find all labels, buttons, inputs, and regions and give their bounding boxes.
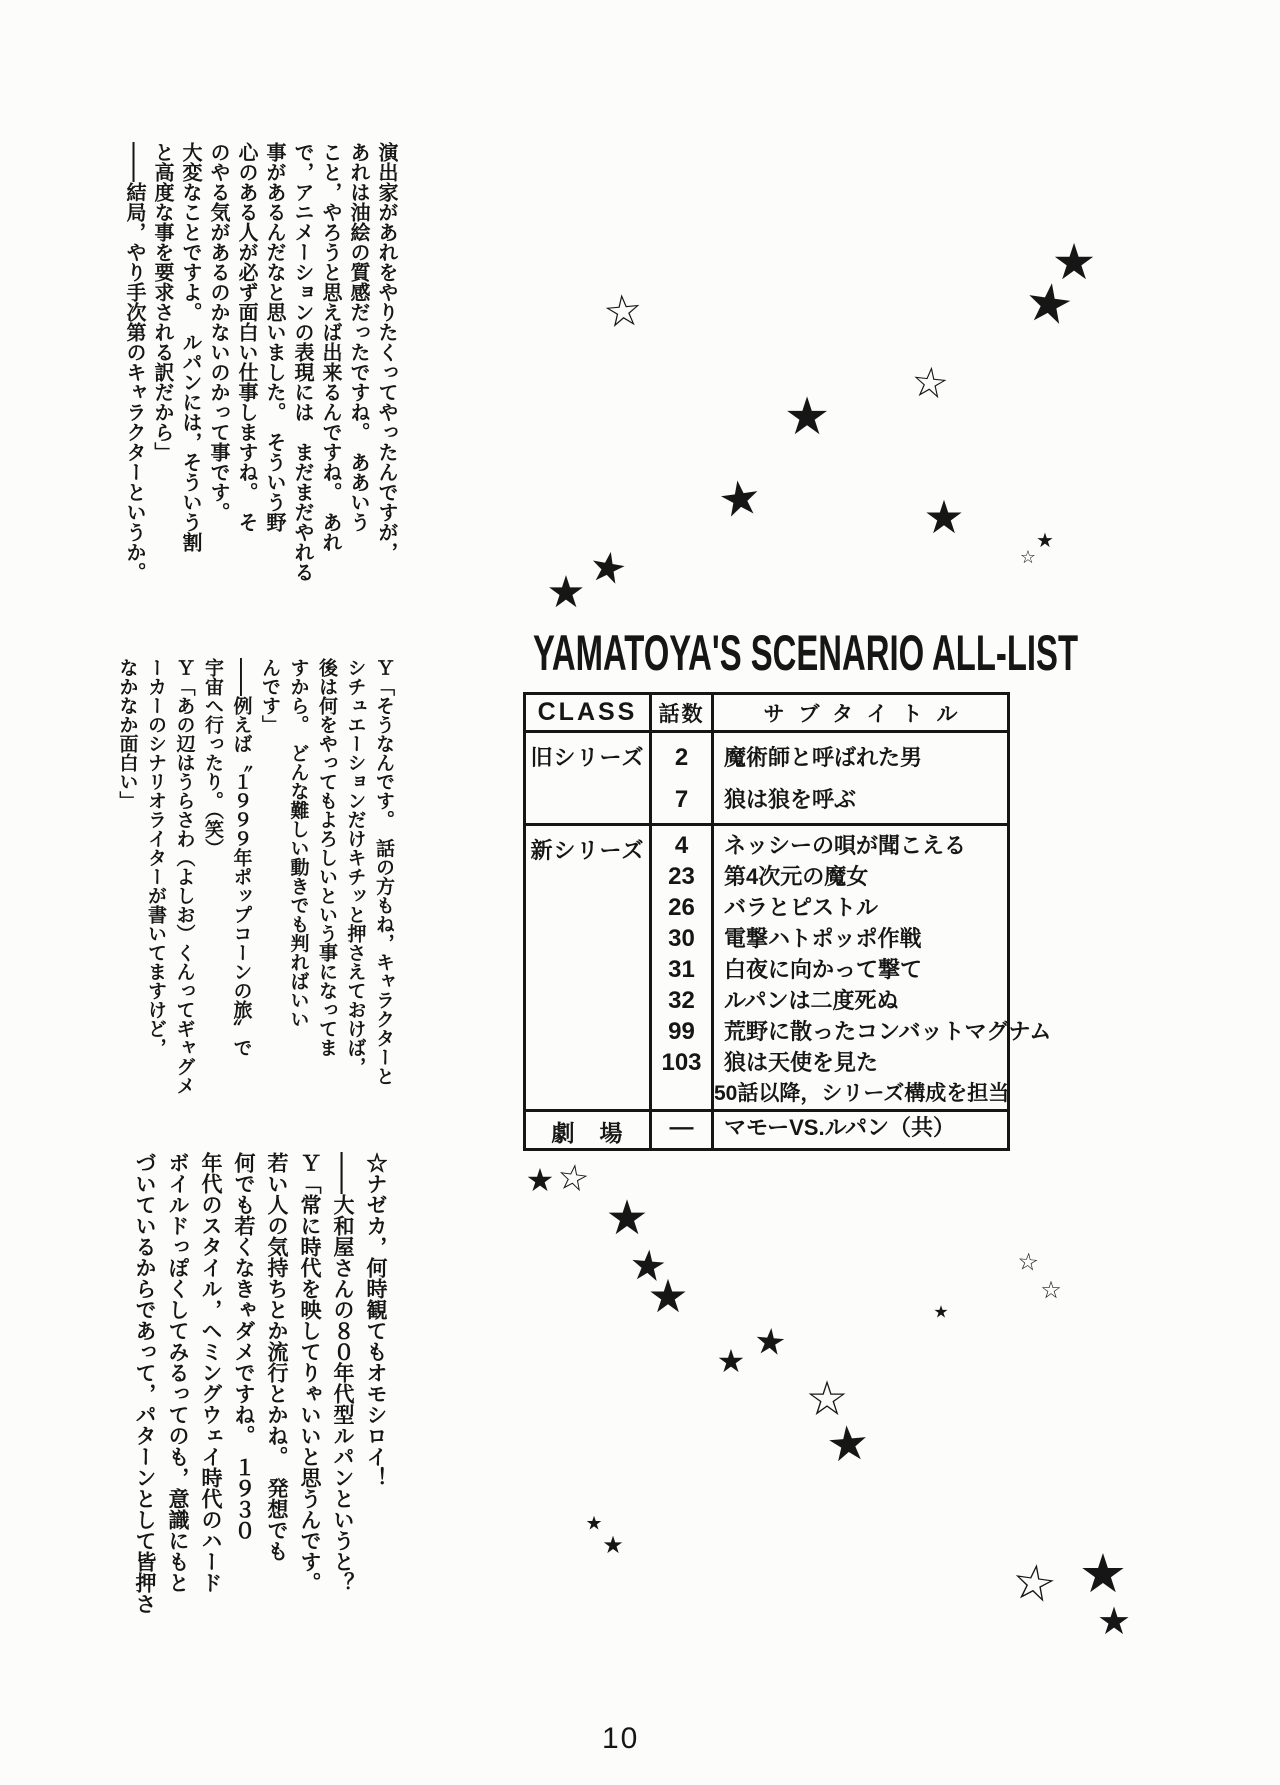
vertical-text-column: 心のある人が必ず面白い仕事しますね。 そ — [235, 142, 257, 532]
subtitle-cell — [714, 826, 1052, 1109]
vertical-text-column: ーカーのシナリオライターが書いてますけど， — [145, 658, 166, 1057]
vertical-text-column: Ｙ「そうなんです。 話の方もね，キャラクターと — [373, 658, 394, 1086]
episode-title: 電撃ハトポッポ作戦 — [724, 926, 922, 951]
vertical-text-column: Ｙ「常に時代を映してりゃいいと思うんです。 — [298, 1152, 321, 1593]
filled-star-icon: ★ — [1036, 528, 1054, 552]
vertical-text-column: のやる気があるのかないのかって事です。 — [207, 142, 229, 522]
vertical-text-column: ☆ナゼカ，何時観てもオモシロイ！ — [364, 1152, 387, 1488]
interview-text-block-top — [120, 142, 400, 642]
vertical-text-column: と高度な事を要求される訳だから」 — [151, 142, 173, 462]
vertical-text-column: すから。 どんな難しい動きでも判ればいい — [287, 658, 309, 1029]
vertical-text-column: こと，やろうと思えば出来るんですね。 あれ — [319, 142, 341, 552]
vertical-text-column: 若い人の気持ちとか流行とかね。 発想でも — [265, 1152, 288, 1562]
vertical-text-column: んです」 — [259, 658, 280, 734]
header-subtitle: サブタイトル — [763, 702, 972, 726]
outline-star-icon: ☆ — [1007, 1551, 1061, 1615]
table-group-row — [526, 823, 1052, 1109]
table-group-row — [526, 730, 1007, 823]
scenario-list-title: YAMATOYA'S SCENARIO ALL-LIST — [533, 624, 1079, 682]
episode-number: 2 — [674, 744, 689, 771]
table-header-row — [526, 695, 1007, 730]
vertical-text-column: あれは油絵の質感だったですね。 ああいう — [347, 142, 369, 532]
page-number: 10 — [602, 1722, 640, 1755]
vertical-text-column: ——大和屋さんの８０年代型ルパンというと？ — [331, 1152, 354, 1593]
vertical-text-column: 事があるんだなと思いました。 そういう野 — [263, 142, 285, 532]
subtitle-cell — [714, 733, 1007, 823]
filled-star-icon: ★ — [1020, 268, 1078, 339]
episode-number-cell — [652, 1112, 714, 1148]
filled-star-icon: ★ — [546, 567, 586, 618]
table-group-row — [526, 1109, 1007, 1148]
outline-star-icon: ☆ — [1019, 547, 1037, 568]
outline-star-icon: ☆ — [1016, 1247, 1040, 1277]
vertical-text-column: ——結局，やり手次第のキャラクターというか。 — [123, 142, 145, 582]
filled-star-icon: ★ — [627, 1239, 669, 1292]
filled-star-icon: ★ — [714, 468, 766, 530]
interview-text-block-middle — [112, 658, 397, 1123]
header-episode-number: 話数 — [652, 695, 714, 730]
episode-title: 狼は天使を見た — [724, 1050, 879, 1075]
filled-star-icon: ★ — [933, 1302, 949, 1323]
vertical-text-column: 何でも若くなきゃダメですね。 １９３０ — [232, 1152, 255, 1541]
outline-star-icon: ☆ — [1040, 1276, 1062, 1304]
episode-number: 103 — [661, 1049, 702, 1076]
outline-star-icon: ☆ — [805, 1371, 849, 1427]
filled-star-icon: ★ — [923, 490, 965, 544]
vertical-text-column: づいているからであって，パターンとして皆押さ — [133, 1152, 156, 1614]
filled-star-icon: ★ — [585, 1512, 603, 1535]
filled-star-icon: ★ — [783, 387, 831, 447]
filled-star-icon: ★ — [585, 540, 631, 595]
episode-number: 31 — [668, 956, 695, 983]
filled-star-icon: ★ — [602, 1531, 624, 1559]
class-cell — [526, 826, 652, 1109]
outline-star-icon: ☆ — [908, 356, 952, 409]
episode-title: 白夜に向かって撃て — [724, 957, 923, 982]
vertical-text-column: 後は何をやってもよろしいという事になってま — [316, 658, 337, 1057]
subtitle-cell — [714, 1112, 1007, 1148]
vertical-text-column: シチュエーションだけキチッと押さえておけば， — [344, 658, 366, 1076]
episode-title: マモーVS.ルパン（共） — [724, 1115, 956, 1140]
outline-star-icon: ☆ — [601, 284, 645, 339]
episode-title: バラとピストル — [724, 895, 879, 920]
class-label: 新シリーズ — [530, 838, 645, 863]
filled-star-icon: ★ — [824, 1414, 872, 1474]
filled-star-icon: ★ — [752, 1320, 788, 1365]
episode-title: 魔術師と呼ばれた男 — [724, 745, 923, 770]
episode-number: 26 — [668, 894, 695, 921]
episode-number-cell — [652, 733, 714, 823]
episode-title: 荒野に散ったコンバットマグナム — [724, 1019, 1052, 1044]
vertical-text-column: 大変なことですよ。 ルパンには，そういう割 — [179, 142, 201, 552]
episode-title: ネッシーの唄が聞こえる — [724, 833, 967, 858]
episode-title: 第4次元の魔女 — [724, 864, 869, 889]
filled-star-icon: ★ — [605, 1190, 649, 1246]
vertical-text-column: で，アニメーションの表現には まだまだやれる — [291, 142, 313, 582]
vertical-text-column: ボイルドっぽくしてみるってのも，意識にもと — [166, 1152, 189, 1593]
class-cell — [526, 733, 652, 823]
episode-number: 23 — [668, 863, 695, 890]
class-label: 劇 場 — [551, 1120, 624, 1146]
episode-number: 99 — [668, 1018, 695, 1045]
header-class: CLASS — [526, 695, 652, 730]
class-label: 旧シリーズ — [530, 745, 645, 770]
table-body — [526, 730, 1052, 1148]
vertical-text-column: なかなか面白い」 — [116, 658, 138, 810]
interview-text-block-bottom — [128, 1152, 392, 1657]
episode-number: — — [669, 1114, 694, 1141]
vertical-text-column: Ｙ「あの辺はうらさわ（よしお）くんってギャグメ — [173, 658, 195, 1095]
filled-star-icon: ★ — [647, 1269, 689, 1323]
vertical-text-column: 年代のスタイル，ヘミングウェイ時代のハード — [199, 1152, 222, 1593]
filled-star-icon: ★ — [1078, 1542, 1128, 1605]
episode-number: 30 — [668, 925, 695, 952]
vertical-text-column: 宇宙へ行ったり。（笑） — [202, 658, 223, 858]
episode-number: 7 — [674, 786, 689, 813]
episode-number: 32 — [668, 987, 695, 1014]
outline-star-icon: ☆ — [554, 1155, 592, 1202]
filled-star-icon: ★ — [1096, 1599, 1132, 1643]
class-cell — [526, 1112, 652, 1148]
episode-number-cell — [652, 826, 714, 1109]
filled-star-icon: ★ — [525, 1161, 555, 1199]
filled-star-icon: ★ — [1051, 233, 1097, 291]
vertical-text-column: ——例えば〝１９９９年ポップコーンの旅〟で — [230, 658, 252, 1057]
vertical-text-column: 演出家があれをやりたくってやったんですが， — [375, 142, 397, 562]
series-note: 50話以降，シリーズ構成を担当 — [714, 1082, 1010, 1105]
episode-number: 4 — [674, 832, 689, 859]
filled-star-icon: ★ — [716, 1342, 746, 1380]
episode-title: ルパンは二度死ぬ — [724, 988, 899, 1013]
scenario-table — [523, 692, 1052, 1151]
episode-title: 狼は狼を呼ぶ — [724, 787, 857, 812]
